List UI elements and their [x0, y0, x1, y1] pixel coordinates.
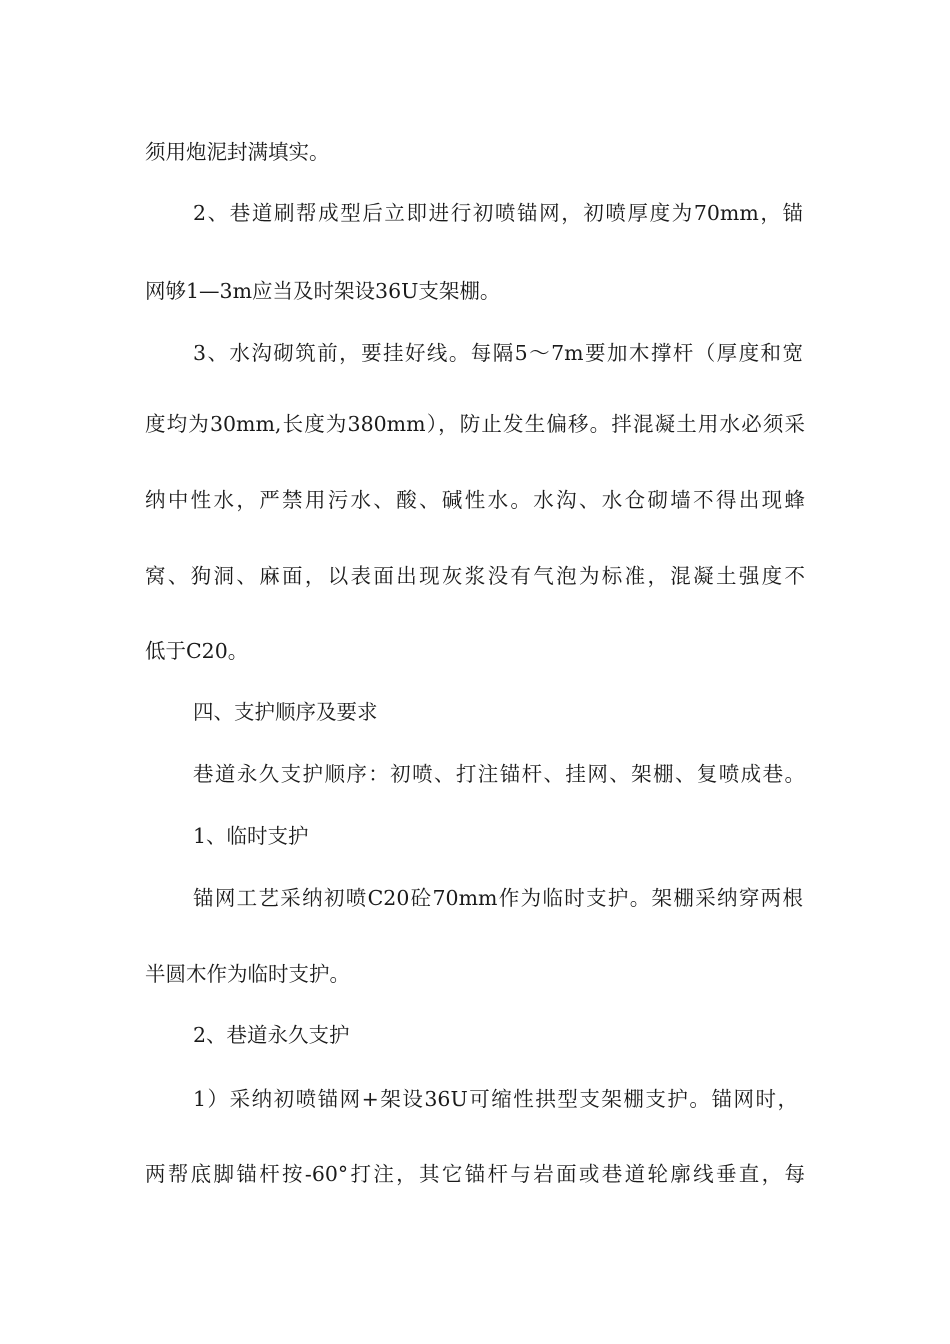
section-heading: 四、支护顺序及要求 [193, 700, 378, 724]
paragraph-line: 两帮底脚锚杆按-60°打注，其它锚杆与岩面或巷道轮廓线垂直，每 [145, 1162, 805, 1186]
paragraph-line: 网够1—3m应当及时架设36U支架棚。 [145, 279, 501, 303]
subsection-heading: 2、巷道永久支护 [193, 1023, 350, 1047]
paragraph-line: 锚网工艺采纳初喷C20砼70mm作为临时支护。架棚采纳穿两根 [193, 886, 803, 910]
paragraph-line: 2、巷道刷帮成型后立即进行初喷锚网，初喷厚度为70mm，锚 [193, 201, 803, 225]
paragraph-line: 纳中性水，严禁用污水、酸、碱性水。水沟、水仓砌墙不得出现蜂 [145, 488, 805, 512]
paragraph-line: 半圆木作为临时支护。 [145, 962, 350, 986]
paragraph-line: 1）采纳初喷锚网+架设36U可缩性拱型支架棚支护。锚网时， [193, 1087, 798, 1111]
paragraph-line: 窝、狗洞、麻面，以表面出现灰浆没有气泡为标准，混凝土强度不 [145, 564, 805, 588]
paragraph-line: 度均为30mm,长度为380mm），防止发生偏移。拌混凝土用水必须采 [145, 412, 805, 436]
paragraph-line: 须用炮泥封满填实。 [145, 140, 330, 164]
paragraph-line: 巷道永久支护顺序：初喷、打注锚杆、挂网、架棚、复喷成巷。 [193, 762, 805, 786]
paragraph-line: 低于C20。 [145, 639, 249, 663]
subsection-heading: 1、临时支护 [193, 824, 309, 848]
paragraph-line: 3、水沟砌筑前，要挂好线。每隔5～7m要加木撑杆（厚度和宽 [193, 341, 803, 365]
